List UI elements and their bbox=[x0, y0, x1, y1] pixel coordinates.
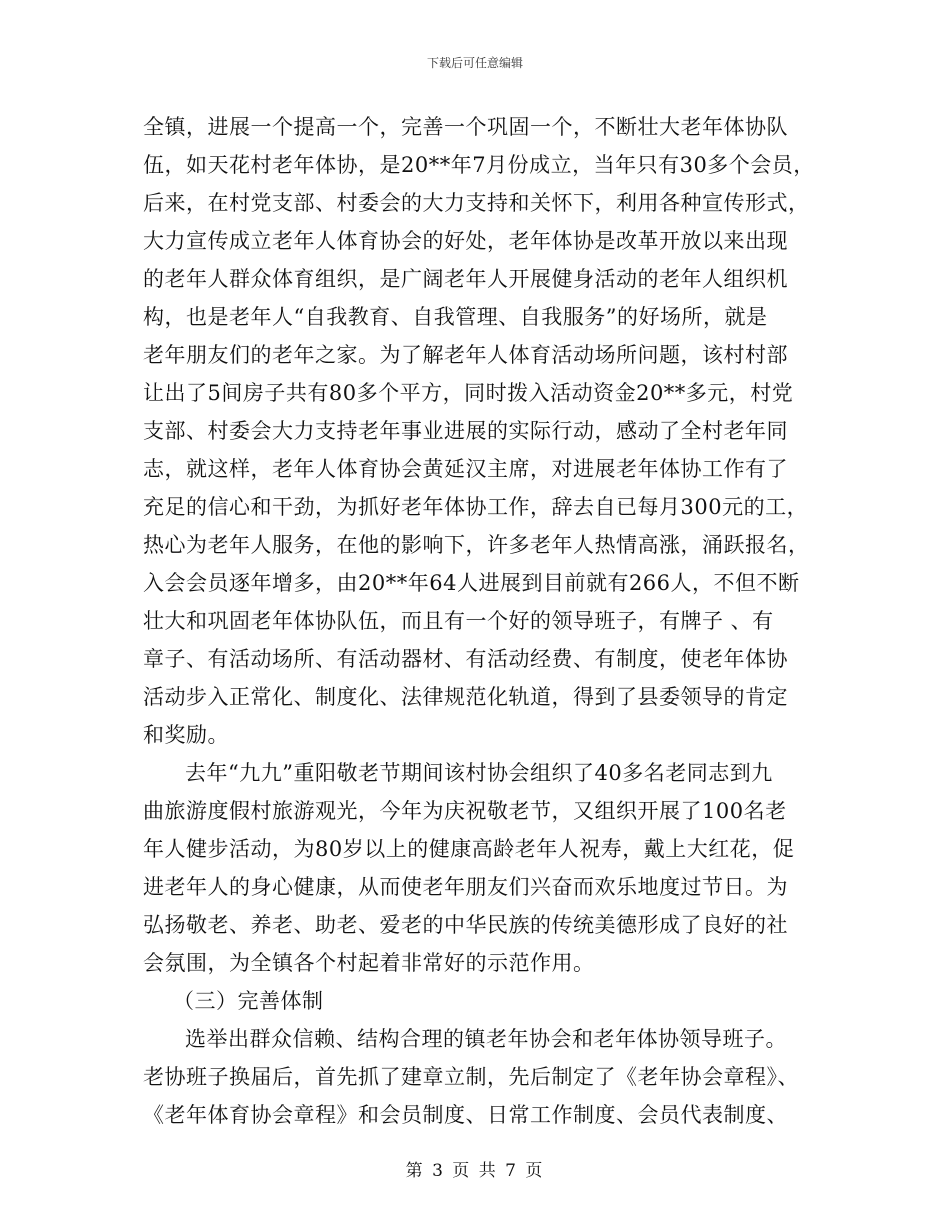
text-line: 和奖励。 bbox=[143, 723, 229, 747]
paragraph-start-line: 选举出群众信赖、结构合理的镇老年协会和老年体协领导班子。 bbox=[185, 1027, 787, 1051]
page-number-footer: 第 3 页 共 7 页 bbox=[405, 1161, 545, 1181]
text-line: 壮大和巩固老年体协队伍，而且有一个好的领导班子，有牌子 、有 bbox=[143, 609, 774, 633]
document-body bbox=[143, 108, 823, 1134]
text-line: 《老年体育协会章程》和会员制度、日常工作制度、会员代表制度、 bbox=[143, 1103, 788, 1127]
text-line: 热心为老年人服务，在他的影响下，许多老年人热情高涨，涌跃报名， bbox=[143, 533, 810, 557]
text-line: 构，也是老年人“自我教育、自我管理、自我服务”的好场所，就是 bbox=[143, 305, 768, 329]
section-heading: （三）完善体制 bbox=[173, 989, 324, 1013]
text-line: 伍，如天花村老年体协，是20**年7月份成立，当年只有30多个会员， bbox=[143, 153, 815, 177]
text-line: 支部、村委会大力支持老年事业进展的实际行动，感动了全村老年同 bbox=[143, 419, 788, 443]
text-line: 章子、有活动场所、有活动器材、有活动经费、有制度，使老年体协 bbox=[143, 647, 788, 671]
text-line: 老协班子换届后，首先抓了建章立制，先后制定了《老年协会章程》、 bbox=[143, 1065, 799, 1089]
text-line: 让出了5间房子共有80多个平方，同时拨入活动资金20**多元，村党 bbox=[143, 381, 794, 405]
text-line: 入会会员逐年增多，由20**年64人进展到目前就有266人，不但不断 bbox=[143, 571, 800, 595]
text-line: 充足的信心和干劲，为抓好老年体协工作，辞去自已每月300元的工， bbox=[143, 495, 809, 519]
paragraph-start-line: 去年“九九”重阳敬老节期间该村协会组织了40多名老同志到九 bbox=[185, 761, 773, 785]
text-line: 大力宣传成立老年人体育协会的好处，老年体协是改革开放以来出现 bbox=[143, 229, 788, 253]
text-line: 的老年人群众体育组织，是广阔老年人开展健身活动的老年人组织机 bbox=[143, 267, 788, 291]
header-note: 下载后可任意编辑 bbox=[426, 56, 523, 70]
text-line: 进老年人的身心健康，从而使老年朋友们兴奋而欢乐地度过节日。为 bbox=[143, 875, 788, 899]
text-line: 弘扬敬老、养老、助老、爱老的中华民族的传统美德形成了良好的社 bbox=[143, 913, 788, 937]
text-line: 志，就这样，老年人体育协会黄延汉主席，对进展老年体协工作有了 bbox=[143, 457, 788, 481]
text-line: 年人健步活动，为80岁以上的健康高龄老年人祝寿，戴上大红花，促 bbox=[143, 837, 795, 861]
text-line: 曲旅游度假村旅游观光，今年为庆祝敬老节，又组织开展了100名老 bbox=[143, 799, 787, 823]
text-line: 全镇，进展一个提高一个，完善一个巩固一个，不断壮大老年体协队 bbox=[143, 115, 788, 139]
text-line: 会氛围，为全镇各个村起着非常好的示范作用。 bbox=[143, 951, 595, 975]
text-line: 后来，在村党支部、村委会的大力支持和关怀下，利用各种宣传形式， bbox=[143, 191, 810, 215]
text-line: 老年朋友们的老年之家。为了解老年人体育活动场所问题，该村村部 bbox=[143, 343, 788, 367]
text-line: 活动步入正常化、制度化、法律规范化轨道，得到了县委领导的肯定 bbox=[143, 685, 788, 709]
